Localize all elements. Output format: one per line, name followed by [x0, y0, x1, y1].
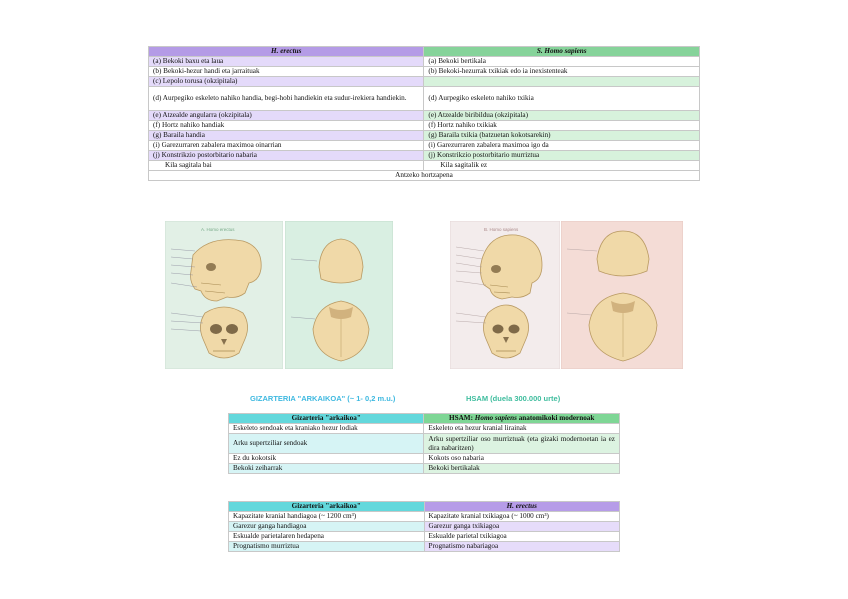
trait-erectus: (c) Lepolo torusa (okzipitala) — [149, 77, 424, 87]
table-row — [229, 424, 620, 434]
trait-sapiens — [424, 77, 700, 87]
trait-sapiens: Kila sagitalik ez — [424, 161, 700, 171]
table-row — [149, 131, 700, 141]
header-erectus: H. erectus — [149, 47, 424, 57]
trait-erectus: Garezur ganga txikiagoa — [424, 522, 620, 532]
table-row — [229, 512, 620, 522]
caption-hsam: HSAM (duela 300.000 urte) — [466, 394, 561, 403]
comparison-table-archaic-erectus — [228, 501, 620, 552]
trait-archaic: Prognatismo murriztua — [229, 542, 425, 552]
table-row — [229, 522, 620, 532]
comparison-table-archaic-hsam — [228, 413, 620, 474]
table-row — [149, 121, 700, 131]
table-row — [229, 542, 620, 552]
table-row — [149, 77, 700, 87]
sapiens-skull-side-front-panel — [450, 221, 560, 369]
table-footer-row — [149, 171, 700, 181]
table-row — [149, 161, 700, 171]
header-erectus: H. erectus — [424, 502, 620, 512]
trait-erectus: (b) Bekoki-hezur handi eta jarraituak — [149, 67, 424, 77]
trait-archaic: Bekoki zeiharrak — [229, 464, 424, 474]
trait-sapiens: (f) Hortz nahiko txikiak — [424, 121, 700, 131]
trait-hsam: Eskeleto eta hezur kranial lirainak — [424, 424, 620, 434]
label-erectus: A. Homo erectus — [201, 227, 235, 232]
label-sapiens: B. Homo sapiens — [484, 227, 519, 232]
table-row — [229, 434, 620, 454]
trait-erectus: Eskualde parietal txikiagoa — [424, 532, 620, 542]
header-hsam-prefix: HSAM: — [449, 414, 475, 422]
header-hsam — [424, 414, 620, 424]
table-row — [229, 454, 620, 464]
trait-archaic: Ez du kokotsik — [229, 454, 424, 464]
header-hsam-species: Homo sapiens — [474, 414, 517, 422]
table-row — [149, 57, 700, 67]
table-row — [149, 111, 700, 121]
trait-erectus: (g) Baraila handia — [149, 131, 424, 141]
table-row — [229, 532, 620, 542]
trait-sapiens: (a) Bekoki bertikala — [424, 57, 700, 67]
trait-erectus: (d) Aurpegiko eskeleto nahiko handia, begi-hobi handiekin eta sudur-irekiera handiekin. — [149, 87, 424, 111]
header-sapiens: S. Homo sapiens — [424, 47, 700, 57]
trait-hsam: Arku supertziliar oso murriztuak (eta gizaki modernoetan ia ez dira nabaritzen) — [424, 434, 620, 454]
trait-erectus: Kapazitate kranial txikiagoa (~ 1000 cm³) — [424, 512, 620, 522]
trait-sapiens: (b) Bekoki-hezurrak txikiak edo ia inexistenteak — [424, 67, 700, 77]
comparison-table-erectus-sapiens — [148, 46, 700, 181]
shared-dentition: Antzeko hortzapena — [149, 171, 700, 181]
trait-erectus: (i) Garezurraren zabalera maximoa oinarrian — [149, 141, 424, 151]
trait-erectus: (j) Konstrikzio postorbitario nabaria — [149, 151, 424, 161]
trait-hsam: Kokots oso nabaria — [424, 454, 620, 464]
trait-archaic: Arku supertziliar sendoak — [229, 434, 424, 454]
caption-archaic: GIZARTERIA "ARKAIKOA" (~ 1- 0,2 m.u.) — [250, 394, 396, 403]
trait-hsam: Bekoki bertikalak — [424, 464, 620, 474]
table-row — [229, 464, 620, 474]
header-archaic: Gizarteria "arkaikoa" — [229, 502, 425, 512]
erectus-skull-rear-top-panel — [285, 221, 393, 369]
header-archaic: Gizarteria "arkaikoa" — [229, 414, 424, 424]
table-row — [149, 151, 700, 161]
trait-erectus: (f) Hortz nahiko handiak — [149, 121, 424, 131]
table-row — [149, 87, 700, 111]
trait-sapiens: (i) Garezurraren zabalera maximoa igo da — [424, 141, 700, 151]
trait-archaic: Garezur ganga handiagoa — [229, 522, 425, 532]
trait-sapiens: (g) Baraila txikia (batzuetan kokotsarekin) — [424, 131, 700, 141]
table-row — [149, 141, 700, 151]
trait-archaic: Kapazitate kranial handiagoa (~ 1200 cm³) — [229, 512, 425, 522]
table-row — [149, 67, 700, 77]
trait-archaic: Eskualde parietalaren hedapena — [229, 532, 425, 542]
trait-sapiens: (j) Konstrikzio postorbitario murriztua — [424, 151, 700, 161]
trait-erectus: Prognatismo nabariagoa — [424, 542, 620, 552]
trait-erectus: (e) Atzealde angularra (okzipitala) — [149, 111, 424, 121]
trait-archaic: Eskeleto sendoak eta kraniako hezur lodiak — [229, 424, 424, 434]
trait-erectus: Kila sagitala bai — [149, 161, 424, 171]
erectus-skull-side-front-panel — [165, 221, 283, 369]
trait-sapiens: (e) Atzealde biribildua (okzipitala) — [424, 111, 700, 121]
trait-sapiens: (d) Aurpegiko eskeleto nahiko txikia — [424, 87, 700, 111]
trait-erectus: (a) Bekoki baxu eta laua — [149, 57, 424, 67]
sapiens-skull-rear-top-panel — [561, 221, 683, 369]
header-hsam-suffix: anatomikoki modernoak — [516, 414, 595, 422]
